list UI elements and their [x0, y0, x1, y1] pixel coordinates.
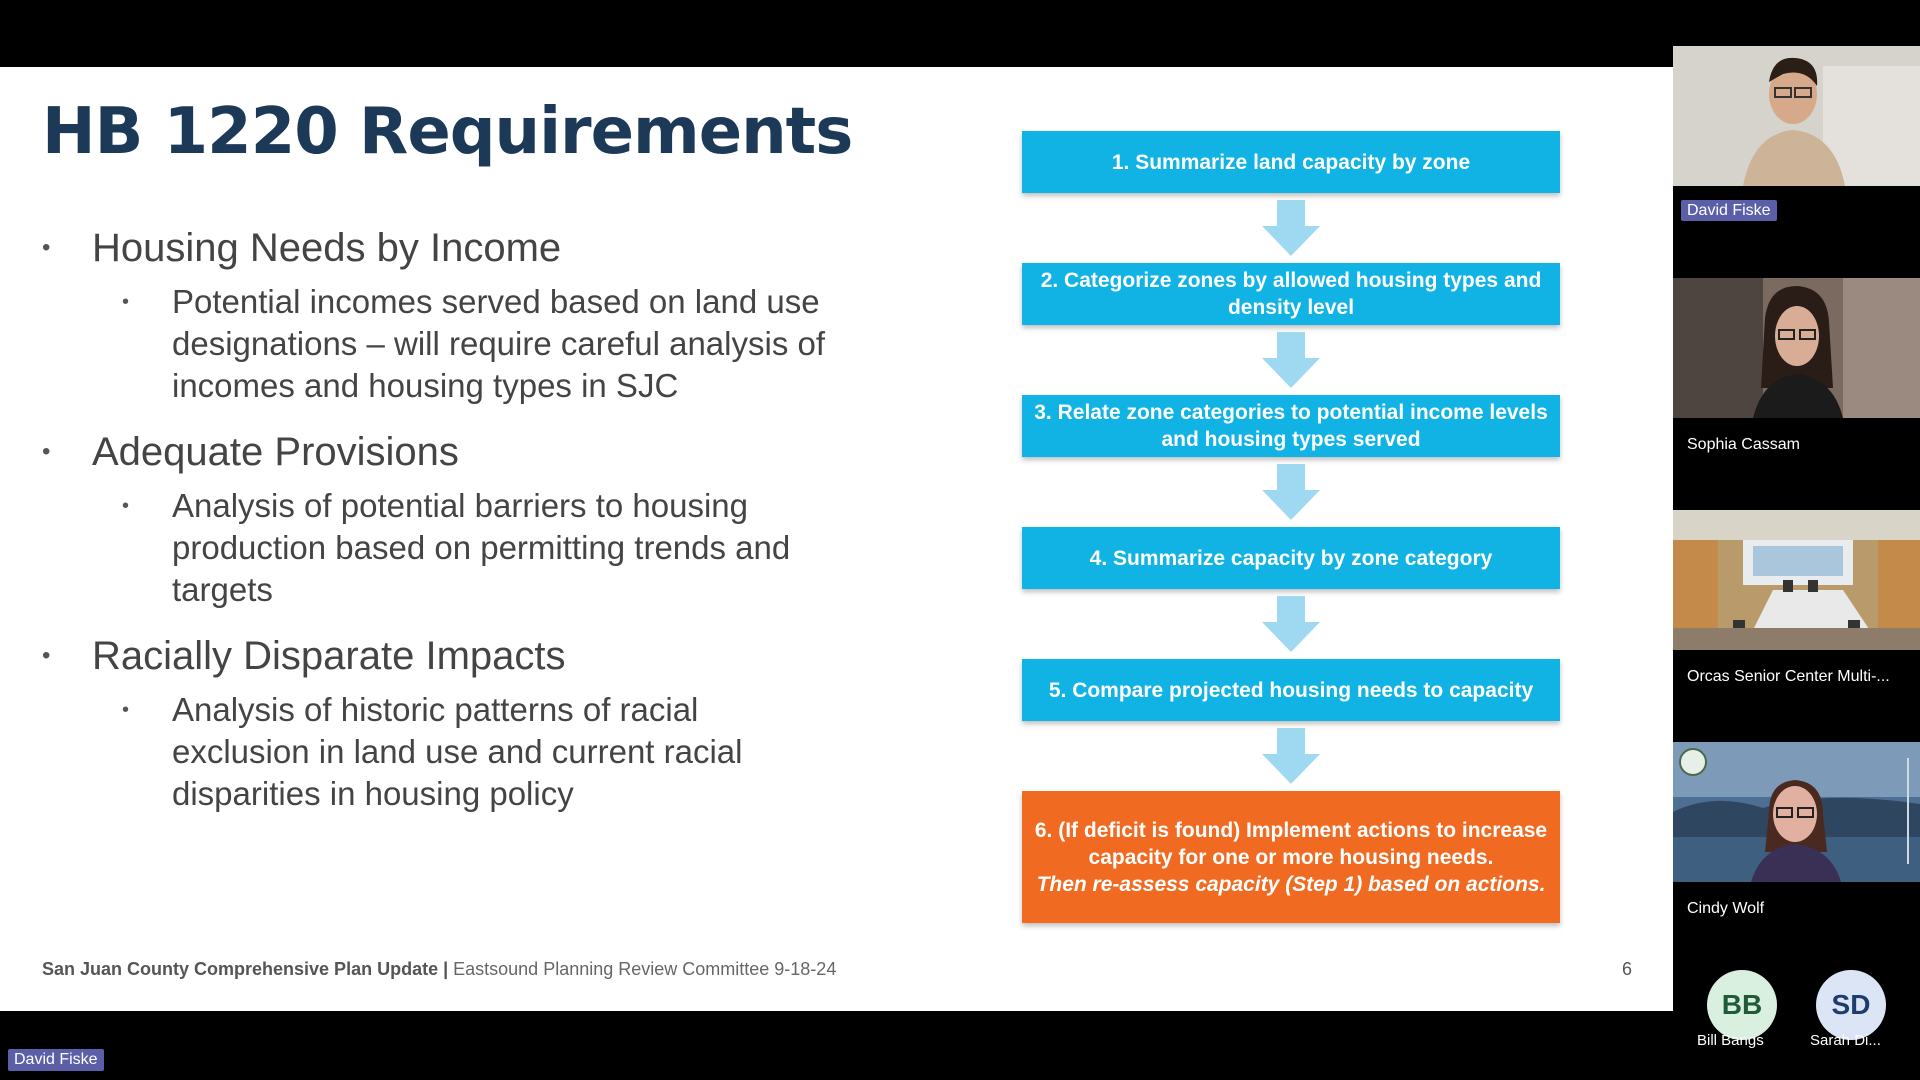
avatar: BB	[1707, 970, 1777, 1040]
participant-name: Cindy Wolf	[1687, 900, 1765, 917]
participant-tile-david[interactable]	[1673, 46, 1920, 266]
bullet-list	[42, 225, 862, 837]
down-arrow-icon	[1022, 325, 1560, 395]
flow-step-2: 2. Categorize zones by allowed housing types and density level	[1022, 263, 1560, 325]
participant-name: Orcas Senior Center Multi-...	[1687, 668, 1890, 685]
slide-page-number: 6	[1622, 959, 1633, 979]
shared-slide	[0, 67, 1673, 1011]
avatar: SD	[1816, 970, 1886, 1040]
participant-tile-bill[interactable]	[1673, 966, 1797, 1052]
participant-tile-sarah[interactable]	[1800, 966, 1920, 1052]
sub-bullet-racially-disparate-impacts: • Analysis of historic patterns of racial exclusion in land use and current racial disparities in housing policy	[172, 689, 862, 815]
participant-name: David Fiske	[1681, 202, 1777, 220]
participant-tile-cindy[interactable]	[1673, 742, 1920, 962]
flow-step-1: 1. Summarize land capacity by zone	[1022, 131, 1560, 193]
down-arrow-icon	[1022, 457, 1560, 527]
down-arrow-icon	[1022, 589, 1560, 659]
flow-step-3: 3. Relate zone categories to potential income levels and housing types served	[1022, 395, 1560, 457]
participant-tile-orcas-senior-center[interactable]	[1673, 510, 1920, 730]
bullet-racially-disparate-impacts: • Racially Disparate Impacts	[42, 633, 862, 679]
slide-footer: San Juan County Comprehensive Plan Update | Eastsound Planning Review Committee 9-18-24	[42, 959, 837, 979]
flow-step-6: 6. (If deficit is found) Implement actions to increase capacity for one or more housing needs. Then re-assess capacity (Step 1) based on actions.	[1022, 791, 1560, 923]
sub-bullet-housing-needs: • Potential incomes served based on land use designations – will require careful analysis of incomes and housing types in SJC	[172, 281, 862, 407]
video-feed	[1673, 510, 1920, 650]
participant-name: Bill Bangs	[1697, 1032, 1764, 1049]
flow-step-5: 5. Compare projected housing needs to capacity	[1022, 659, 1560, 721]
down-arrow-icon	[1022, 721, 1560, 791]
video-feed	[1673, 742, 1920, 882]
participant-name: Sarah Di...	[1810, 1032, 1881, 1049]
video-feed	[1673, 278, 1920, 418]
process-flowchart	[1022, 131, 1560, 923]
video-feed	[1673, 46, 1920, 186]
participant-name: Sophia Cassam	[1687, 436, 1800, 453]
sub-bullet-adequate-provisions: • Analysis of potential barriers to housing production based on permitting trends and targets	[172, 485, 862, 611]
flow-step-4: 4. Summarize capacity by zone category	[1022, 527, 1560, 589]
bullet-housing-needs: • Housing Needs by Income	[42, 225, 862, 271]
slide-title: HB 1220 Requirements	[42, 95, 853, 169]
presenter-name-label: David Fiske	[8, 1049, 104, 1071]
participant-tile-sophia[interactable]	[1673, 278, 1920, 498]
down-arrow-icon	[1022, 193, 1560, 263]
bullet-adequate-provisions: • Adequate Provisions	[42, 429, 862, 475]
